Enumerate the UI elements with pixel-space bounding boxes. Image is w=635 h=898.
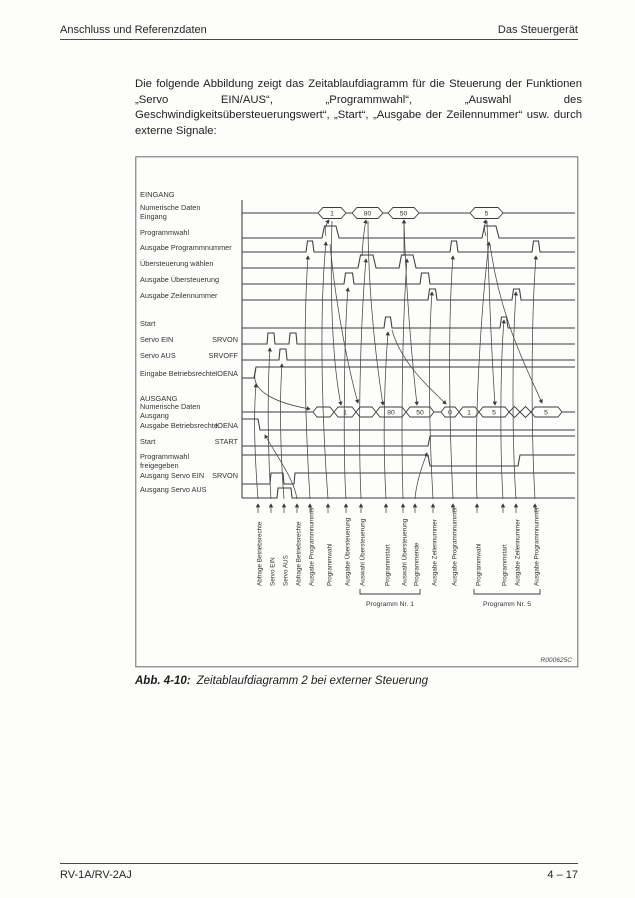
signal-label: Ausgabe Zeilennummer [140, 291, 218, 300]
waveform-ausgabe-betriebsrechte [242, 419, 575, 430]
signal-label: Start [140, 437, 156, 446]
signal-label: Numerische Daten [140, 402, 201, 411]
event-label: Ausgabe Zeilennummer [514, 519, 522, 586]
event-label: Auswahl Übersteuerung [359, 518, 367, 586]
figure-caption-label: Abb. 4-10: [135, 675, 191, 687]
signal-mnemonics [209, 335, 239, 480]
figure-frame [136, 157, 578, 667]
header-section-title: Anschluss und Referenzdaten [60, 24, 207, 36]
program-group-label: Programm Nr. 5 [483, 601, 531, 608]
data-diamond [509, 407, 520, 418]
bracket [360, 589, 420, 594]
event-arrow [360, 259, 366, 499]
event-arrow [344, 288, 348, 499]
waveform-servo-aus [242, 349, 575, 360]
event-label: Programmwahl [475, 543, 483, 586]
input-value: 50 [399, 210, 408, 218]
event-arrow [450, 256, 453, 499]
response-arrows [255, 220, 542, 409]
event-arrow [429, 292, 433, 499]
output-value: 80 [387, 409, 395, 417]
event-arrow [501, 320, 504, 499]
footer-rule [60, 863, 578, 864]
waveform-programmwahl-freigegeben [242, 455, 575, 466]
signal-labels [140, 203, 232, 494]
event-arrows [255, 242, 536, 499]
event-label: Servo EIN [269, 557, 277, 586]
output-value: 1 [467, 409, 471, 417]
event-label: Auswahl Übersteuerung [401, 518, 409, 586]
output-value: 1 [343, 409, 347, 417]
signal-label: Programmwahl [140, 452, 190, 461]
bottom-event-labels [257, 507, 541, 586]
event-label: Ausgabe Programmnummer [533, 506, 541, 586]
event-label: Programmwahl [326, 543, 334, 586]
signal-label: Ausgabe Betriebsrechte [140, 421, 218, 430]
event-arrow [532, 256, 536, 499]
program-group-label: Programm Nr. 1 [366, 601, 414, 608]
signal-label: Ausgabe Programmnummer [140, 243, 232, 252]
event-label: Abfrage Betriebsrechte [295, 521, 303, 586]
bracket [474, 589, 540, 594]
event-label: Programmstart [384, 544, 392, 586]
waveforms [242, 208, 575, 499]
waveform-start-input [242, 317, 575, 328]
event-arrow [322, 242, 328, 499]
signal-label: Servo EIN [140, 335, 174, 344]
waveform-ausgabe-programmnummer [242, 241, 575, 252]
signal-label: freigegeben [140, 461, 179, 470]
footer-page-number: 4 – 17 [547, 869, 578, 881]
footer-model: RV-1A/RV-2AJ [60, 869, 132, 881]
waveform-ausgang-servo-aus [242, 488, 575, 498]
response-arrow [368, 221, 383, 405]
bottom-arrow-ticks [258, 504, 535, 513]
data-diamond [520, 407, 531, 418]
waveform-ausgabe-zeilennummer [242, 289, 575, 300]
input-value: 1 [330, 210, 334, 218]
event-arrow [513, 292, 516, 499]
figure-ref-number: R000625C [540, 657, 572, 664]
mnemonic-label: START [214, 437, 238, 446]
input-value: 80 [363, 210, 372, 218]
header-chapter-title: Das Steuergerät [497, 24, 578, 36]
mnemonic-label: SRVON [212, 335, 238, 344]
waveform-start-output [242, 436, 575, 446]
waveform-servo-ein [242, 333, 575, 344]
signal-label: Start [140, 319, 156, 328]
response-arrow [325, 220, 329, 236]
event-label: Ausgabe Zeilennummer [431, 519, 439, 586]
signal-label: Numerische Daten [140, 203, 201, 212]
event-arrow [415, 453, 427, 499]
section-heading-input: EINGANG [140, 190, 175, 199]
event-label: Servo AUS [282, 555, 290, 586]
event-arrow [305, 256, 310, 499]
figure-caption-text: Zeitablaufdiagramm 2 bei externer Steuerung [196, 675, 429, 687]
section-heading-output: AUSGANG [140, 394, 178, 403]
response-arrow [485, 220, 487, 236]
output-value: 0 [448, 409, 452, 417]
waveform-uebersteuerung-waehlen [242, 255, 575, 268]
signal-label: Ausgang Servo EIN [140, 471, 205, 480]
mnemonic-label: SRVOFF [208, 351, 238, 360]
signal-label: Ausgang [140, 411, 169, 420]
output-value: 5 [544, 409, 548, 417]
event-label: Programmstart [501, 544, 509, 586]
signal-label: Übersteuerung wählen [140, 259, 214, 268]
event-label: Programmende [413, 542, 421, 586]
timing-diagram-figure [135, 156, 579, 668]
header-rule [60, 39, 578, 40]
response-arrow [404, 221, 417, 405]
event-arrow [402, 259, 407, 499]
signal-label: Eingang [140, 212, 167, 221]
event-label: Ausgabe Programmnummer [308, 506, 316, 586]
input-value: 5 [484, 210, 489, 218]
signal-label: Ausgabe Übersteuerung [140, 275, 220, 284]
mnemonic-label: IOENA [215, 421, 238, 430]
waveform-programmwahl [242, 226, 575, 238]
signal-label: Servo AUS [140, 351, 176, 360]
event-label: Ausgabe Programmnummer [451, 506, 459, 586]
event-label: Abfrage Betriebsrechte [256, 521, 264, 586]
data-hexagon [356, 407, 376, 417]
intro-paragraph: Die folgende Abbildung zeigt das Zeitablaufdiagramm für die Steuerung der Funktionen „Servo EIN/AUS“, „Programmwahl“, „Auswahl des Geschwindigkeitsübersteuerungswert“, „Start“, „Ausgabe der Zeilennummer“ usw. durch externe Signale: [135, 78, 582, 137]
response-arrow [255, 370, 310, 409]
output-value: 5 [492, 409, 496, 417]
signal-label: Eingabe Betriebsrechte [140, 369, 216, 378]
timing-diagram [135, 156, 579, 668]
waveform-eingabe-betriebsrechte [242, 367, 575, 378]
event-label: Ausgabe Übersteuerung [344, 517, 352, 586]
signal-label: Ausgang Servo AUS [140, 485, 207, 494]
event-arrow [255, 384, 258, 499]
program-group-brackets [360, 589, 540, 608]
figure-caption [135, 675, 428, 687]
mnemonic-label: SRVON [212, 471, 238, 480]
response-arrow [331, 221, 341, 405]
signal-label: Programmwahl [140, 228, 190, 237]
waveform-ausgabe-uebersteuerung [242, 273, 575, 284]
output-value: 50 [416, 409, 424, 417]
event-arrow [476, 242, 489, 499]
mnemonic-label: IOENA [215, 369, 238, 378]
